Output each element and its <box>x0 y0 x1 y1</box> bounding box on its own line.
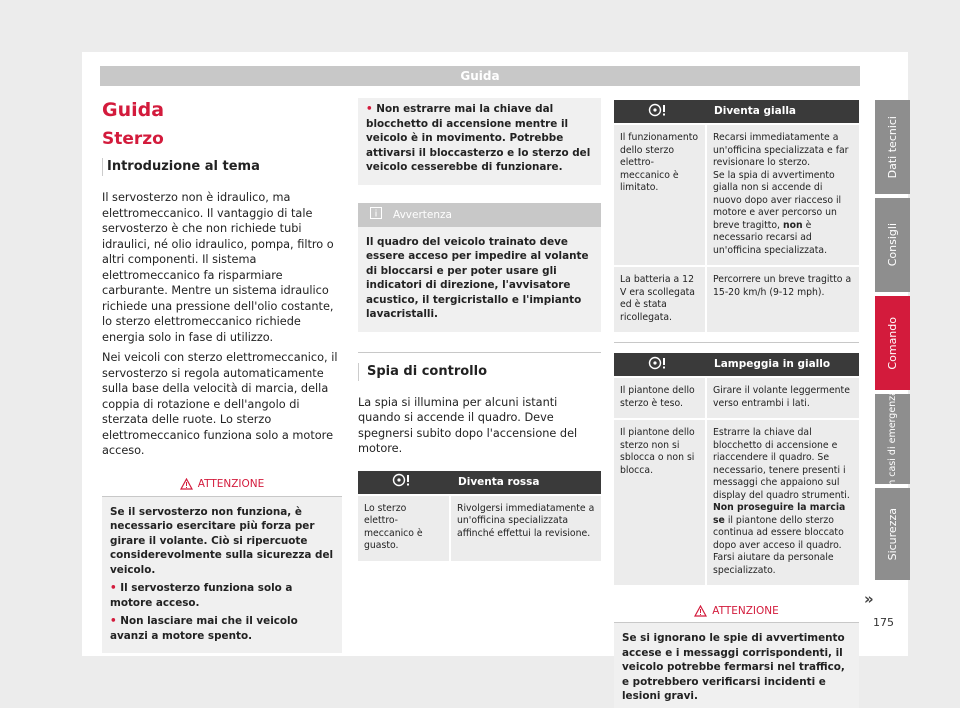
running-header: Guida <box>100 66 860 86</box>
info-icon <box>370 207 382 222</box>
action-text: è necessario recarsi ad un'officina specializzata. <box>713 219 828 256</box>
intro-paragraph-2: Nei veicoli con sterzo elettromeccanico, il servosterzo si regola automaticamente sulla base della velocità di marcia, della coppia di rotazione e dell'angolo di sterzata delle ruote. Lo sterzo elettromeccanico funziona solo a motore acceso. <box>102 351 338 457</box>
table-cell-action: Percorrere un breve tragitto a 15-20 km/h (9-12 mph). <box>706 266 859 332</box>
action-emphasis: non <box>782 219 803 231</box>
table-header: Diventa rossa <box>450 471 601 495</box>
table-cell-cause: Lo sterzo elettromeccanico è guasto. <box>358 495 450 561</box>
table-icon-header <box>614 100 706 124</box>
steering-warning-icon <box>648 103 672 117</box>
warning-box-continued <box>358 98 601 185</box>
chapter-title: Guida <box>102 99 165 121</box>
action-emphasis: Non proseguire la marcia se <box>713 502 846 526</box>
warning-triangle-icon <box>694 605 707 617</box>
warning-text: Se il servosterzo non funziona, è necessario esercitare più forza per girare il volante. Ciò si ripercuote considerevolmente sulla sicurezza del veicolo. <box>110 505 334 576</box>
yellow-light-table <box>614 100 859 332</box>
tab-label: Dati tecnici <box>886 115 899 179</box>
warning-box <box>102 473 342 654</box>
table-icon-header <box>614 353 706 377</box>
action-text: il piantone dello sterzo continua ad essere bloccato dopo aver acceso il quadro. Farsi aiutare da personale specializzato. <box>713 514 844 576</box>
tab-emergenza[interactable] <box>875 389 910 489</box>
action-text: Se la spia di avvertimento gialla non si accende di nuovo dopo aver riacceso il motore e aver percorso un breve tragitto, <box>713 169 842 231</box>
warning-bullet: • Il servosterzo funziona solo a motore acceso. <box>110 582 293 609</box>
chapter-tabs <box>875 100 910 584</box>
warning-body <box>102 497 342 654</box>
table-row <box>614 266 859 332</box>
column-right <box>614 100 859 708</box>
tab-sicurezza[interactable] <box>875 488 910 580</box>
warning-bullet-text: Non estrarre mai la chiave dal blocchetto di accensione mentre il veicolo è in movimento. Potrebbe attivarsi il bloccasterzo e lo sterzo del veicolo cesserebbe di funzionare. <box>366 103 591 173</box>
tab-consigli[interactable] <box>875 198 910 292</box>
table-header: Lampeggia in giallo <box>706 353 859 377</box>
table-cell-action: Rivolgersi immediatamente a un'officina specializzata affinché effettui la revisione. <box>450 495 601 561</box>
red-light-table <box>358 471 601 561</box>
table-cell-action <box>706 419 859 585</box>
page-number: 175 <box>873 616 894 629</box>
table-cell-action <box>706 124 859 266</box>
table-cell-cause: Il piantone dello sterzo non si sblocca o non si blocca. <box>614 419 706 585</box>
table-icon-header <box>358 471 450 495</box>
table-cell-action: Girare il volante leggermente verso entrambi i lati. <box>706 377 859 419</box>
note-box <box>358 203 601 332</box>
column-middle <box>358 98 601 561</box>
table-row <box>358 495 601 561</box>
tab-dati-tecnici[interactable] <box>875 100 910 194</box>
steering-warning-icon <box>648 356 672 370</box>
section-divider <box>358 352 601 353</box>
intro-paragraph-1: Il servosterzo non è idraulico, ma elettromeccanico. Il vantaggio di tale servosterzo è che non richiede tubi idraulici, né olio idraulico, pompa, filtro o altri componenti. Il sistema elettromeccanico fa risparmiare carburante. Mentre un sistema idraulico richiede una pressione dell'olio costante, lo sterzo elettromeccanico richiede energia solo in fase di utilizzo. <box>102 191 334 344</box>
tab-label: Consigli <box>886 223 899 267</box>
subsection-title: Introduzione al tema <box>102 158 342 176</box>
tab-label: Sicurezza <box>886 507 899 561</box>
table-cell-cause: Il piantone dello sterzo è teso. <box>614 377 706 419</box>
continue-arrow: » <box>864 590 874 608</box>
tab-label: In casi di emergenza <box>887 389 898 489</box>
note-header <box>358 203 601 227</box>
table-header: Diventa gialla <box>706 100 859 124</box>
section-intro: La spia si illumina per alcuni istanti quando si accende il quadro. Deve spegnersi subito dopo l'accensione del motore. <box>358 395 578 455</box>
tab-comando[interactable] <box>875 296 910 390</box>
tab-label: Comando <box>886 316 899 370</box>
warning-bullet-text: Il servosterzo funziona solo a motore acceso. <box>110 582 293 609</box>
warning-header <box>102 473 342 497</box>
section-heading: Spia di controllo <box>358 363 601 381</box>
warning-bullet: • Non estrarre mai la chiave dal blocchetto di accensione mentre il veicolo è in movimento. Potrebbe attivarsi il bloccasterzo e lo sterzo del veicolo cesserebbe di funzionare. <box>366 103 591 173</box>
table-row <box>614 419 859 585</box>
warning-text: Se si ignorano le spie di avvertimento accese e i messaggi corrispondenti, il veicolo potrebbe fermarsi nel traffico, e potrebbero verificarsi incidenti e lesioni gravi. <box>622 632 845 702</box>
note-label: Avvertenza <box>393 208 452 221</box>
steering-warning-icon <box>392 473 416 487</box>
table-cell-cause: Il funzionamento dello sterzo elettromeccanico è limitato. <box>614 124 706 266</box>
warning-body <box>358 98 601 185</box>
section-title: Sterzo <box>102 129 164 149</box>
warning-label: ATTENZIONE <box>712 604 779 617</box>
table-cell-cause: La batteria a 12 V era scollegata ed è stata ricollegata. <box>614 266 706 332</box>
warning-box <box>614 599 859 708</box>
table-row <box>614 377 859 419</box>
warning-header <box>614 599 859 623</box>
warning-bullet-text: Non lasciare mai che il veicolo avanzi a motore spento. <box>110 615 298 642</box>
table-row <box>614 124 859 266</box>
note-text: Il quadro del veicolo trainato deve essere acceso per impedire al volante di bloccarsi e per poter usare gli indicatori di direzione, l'avvisatore acustico, il tergicristallo e l'impianto lavacristalli. <box>366 235 589 320</box>
warning-triangle-icon <box>180 478 193 490</box>
warning-bullet: • Non lasciare mai che il veicolo avanzi a motore spento. <box>110 615 298 642</box>
warning-label: ATTENZIONE <box>197 478 265 490</box>
section-divider <box>614 342 859 343</box>
blinking-yellow-table <box>614 353 859 585</box>
action-text: Estrarre la chiave dal blocchetto di accensione e riaccendere il quadro. Se necessario, tenere presenti i messaggi che appaiono sul display del quadro strumenti. <box>713 427 850 501</box>
action-text: Recarsi immediatamente a un'officina specializzata e far revisionare lo sterzo. <box>713 132 849 168</box>
column-left <box>102 98 342 653</box>
